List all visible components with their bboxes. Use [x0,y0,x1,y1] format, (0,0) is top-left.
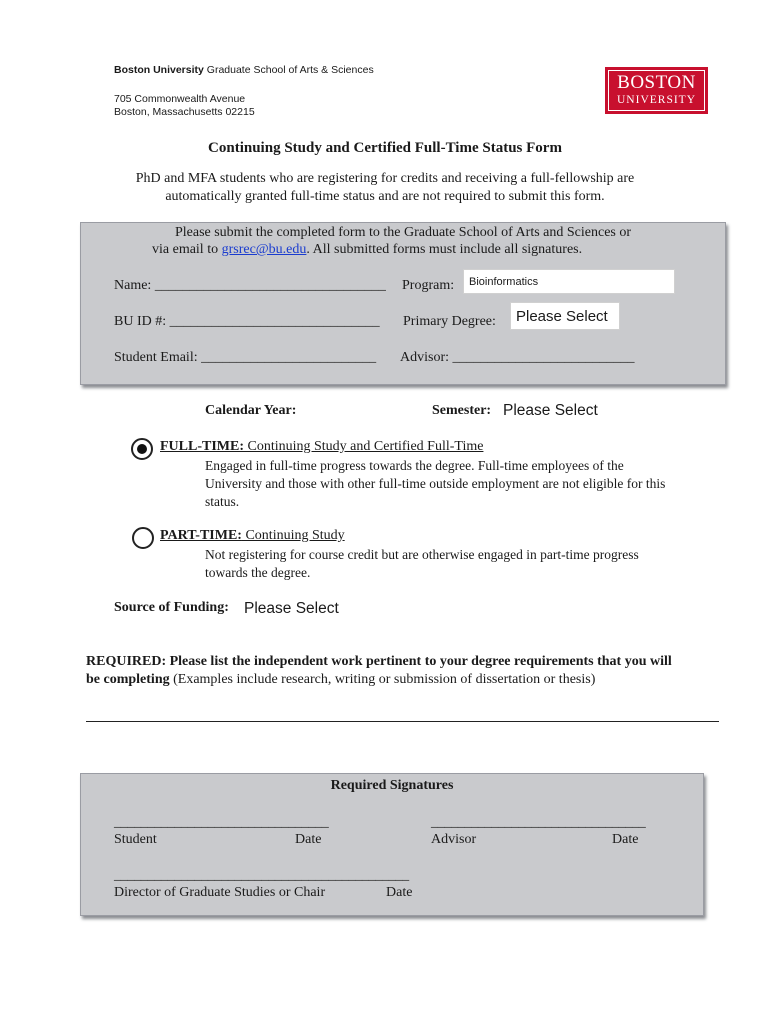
full-time-heading [160,439,483,455]
advisor-signature-line[interactable]: ________________________________ [431,815,646,830]
student-date-label: Date [295,832,322,847]
primary-degree-select[interactable]: Please Select [510,302,620,330]
form-title: Continuing Study and Certified Full-Time Status Form [208,140,562,156]
full-time-radio[interactable] [131,438,153,460]
student-email-field[interactable]: Student Email: _________________________ [114,350,377,365]
submission-line-2 [152,242,582,258]
semester-select[interactable]: Please Select [503,402,598,419]
calendar-year-label: Calendar Year: [205,403,297,418]
signatures-title: Required Signatures [330,778,454,793]
address-line-2: Boston, Massachusetts 02215 [114,106,255,118]
bu-id-field[interactable]: BU ID #: ______________________________ [114,314,380,329]
full-time-desc-1: Engaged in full-time progress towards the degree. Full-time employees of the [205,458,624,473]
advisor-signature-label: Advisor [431,832,477,847]
part-time-title: PART-TIME: [160,528,242,543]
full-time-subtitle: Continuing Study and Certified Full-Time [244,439,484,454]
bu-logo [605,67,708,114]
full-time-desc-2: University and those with other full-time outside employment are not eligible for this [205,476,666,491]
full-time-title: FULL-TIME: [160,439,244,454]
funding-label: Source of Funding: [114,600,229,615]
student-signature-label: Student [114,832,157,847]
required-line-2-bold: be completing [86,672,170,687]
director-signature-line[interactable]: ____________________________________________ [114,868,409,883]
part-time-desc-1: Not registering for course credit but are otherwise engaged in part-time progress [205,547,639,562]
part-time-subtitle: Continuing Study [241,528,345,543]
logo-line-1: BOSTON [617,72,696,93]
university-name: Boston University [114,64,204,76]
intro-text: PhD and MFA students who are registering for credits and receiving a full-fellowship are automatically granted full-time status and are not required to submit this form. [135,171,635,204]
work-description-line[interactable] [86,721,719,722]
submission-prefix: via email to [152,242,222,257]
advisor-date-label: Date [612,832,639,847]
full-time-description [205,457,665,511]
advisor-field[interactable]: Advisor: __________________________ [400,350,635,365]
required-instructions [86,653,726,689]
part-time-desc-2: towards the degree. [205,565,311,580]
part-time-description [205,546,639,582]
school-header [114,64,374,77]
email-link[interactable]: grsrec@bu.edu [221,242,307,257]
director-signature-label: Director of Graduate Studies or Chair [114,885,326,900]
school-name: Graduate School of Arts & Sciences [203,64,374,76]
submission-line-1: Please submit the completed form to the Graduate School of Arts and Sciences or [174,225,632,240]
program-input[interactable]: Bioinformatics [463,269,675,294]
required-line-1: REQUIRED: Please list the independent work pertinent to your degree requirements that you will [86,654,672,669]
logo-line-2: UNIVERSITY [617,94,696,106]
primary-degree-label: Primary Degree: [403,314,496,329]
semester-label: Semester: [432,403,492,418]
director-date-label: Date [386,885,413,900]
funding-select[interactable]: Please Select [244,600,339,617]
program-label: Program: [402,278,455,293]
full-time-desc-3: status. [205,494,240,509]
part-time-radio[interactable] [132,527,154,549]
name-field[interactable]: Name: _________________________________ [114,278,386,293]
submission-suffix: . All submitted forms must include all signatures. [306,242,583,257]
address-line-1: 705 Commonwealth Avenue [114,93,246,105]
required-line-2-rest: (Examples include research, writing or submission of dissertation or thesis) [169,672,596,687]
student-signature-line[interactable]: ________________________________ [114,815,329,830]
part-time-heading [160,528,345,544]
